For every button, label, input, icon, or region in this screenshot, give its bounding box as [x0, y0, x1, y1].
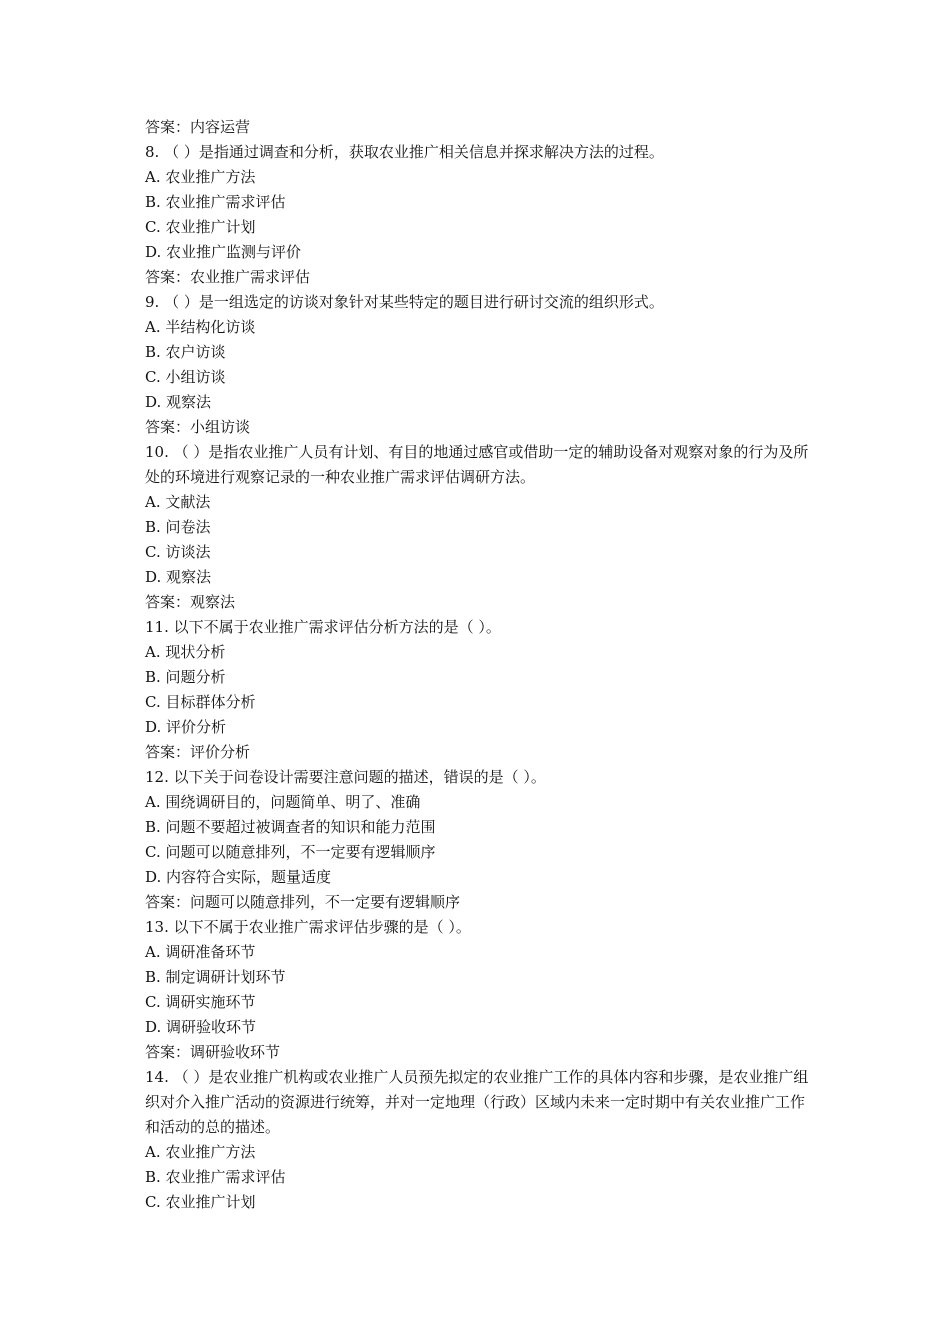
question-stem: 9. （ ）是一组选定的访谈对象针对某些特定的题目进行研讨交流的组织形式。	[145, 293, 664, 311]
question-11	[145, 615, 815, 765]
answer-line: 答案：问题可以随意排列，不一定要有逻辑顺序	[145, 893, 461, 911]
document-page	[145, 115, 815, 1215]
question-13	[145, 915, 815, 1065]
answer-line: 答案：调研验收环节	[145, 1043, 281, 1061]
option-b: B. 问卷法	[145, 518, 211, 536]
question-stem: 8. （ ）是指通过调查和分析，获取农业推广相关信息并探求解决方法的过程。	[145, 143, 664, 161]
option-c: C. 小组访谈	[145, 368, 226, 386]
option-c: C. 问题可以随意排列，不一定要有逻辑顺序	[145, 843, 436, 861]
option-b: B. 制定调研计划环节	[145, 968, 286, 986]
option-a: A. 围绕调研目的，问题简单、明了、准确	[145, 793, 421, 811]
answer-line: 答案：内容运营	[145, 118, 251, 136]
option-c: C. 调研实施环节	[145, 993, 256, 1011]
question-stem: 10. （ ）是指农业推广人员有计划、有目的地通过感官或借助一定的辅助设备对观察对象的行为及所处的环境进行观察记录的一种农业推广需求评估调研方法。	[145, 443, 809, 486]
question-stem: 13. 以下不属于农业推广需求评估步骤的是（ ）。	[145, 918, 471, 936]
option-b: B. 农业推广需求评估	[145, 193, 286, 211]
option-b: B. 问题不要超过被调查者的知识和能力范围	[145, 818, 436, 836]
option-a: A. 农业推广方法	[145, 1143, 256, 1161]
option-a: A. 现状分析	[145, 643, 226, 661]
option-d: D. 评价分析	[145, 718, 227, 736]
question-9	[145, 290, 815, 440]
question-14	[145, 1065, 815, 1215]
answer-line: 答案：农业推广需求评估	[145, 268, 311, 286]
option-d: D. 内容符合实际，题量适度	[145, 868, 332, 886]
option-b: B. 问题分析	[145, 668, 226, 686]
option-d: D. 观察法	[145, 393, 212, 411]
answer-line: 答案：观察法	[145, 593, 236, 611]
option-a: A. 农业推广方法	[145, 168, 256, 186]
option-c: C. 访谈法	[145, 543, 211, 561]
question-12	[145, 765, 815, 915]
question-stem: 12. 以下关于问卷设计需要注意问题的描述，错误的是（ ）。	[145, 768, 546, 786]
option-d: D. 观察法	[145, 568, 212, 586]
option-a: A. 半结构化访谈	[145, 318, 256, 336]
option-c: C. 目标群体分析	[145, 693, 256, 711]
option-d: D. 农业推广监测与评价	[145, 243, 302, 261]
option-d: D. 调研验收环节	[145, 1018, 257, 1036]
option-c: C. 农业推广计划	[145, 1193, 256, 1211]
answer-line: 答案：小组访谈	[145, 418, 251, 436]
option-c: C. 农业推广计划	[145, 218, 256, 236]
option-a: A. 调研准备环节	[145, 943, 256, 961]
question-stem: 11. 以下不属于农业推广需求评估分析方法的是（ ）。	[145, 618, 501, 636]
option-a: A. 文献法	[145, 493, 211, 511]
question-8	[145, 140, 815, 290]
question-stem: 14. （ ）是农业推广机构或农业推广人员预先拟定的农业推广工作的具体内容和步骤，是农业推广组织对介入推广活动的资源进行统筹，并对一定地理（行政）区域内未来一定时期中有关农业推广工作和活动的总的描述。	[145, 1068, 809, 1136]
question-10	[145, 440, 815, 615]
option-b: B. 农户访谈	[145, 343, 226, 361]
answer-line: 答案：评价分析	[145, 743, 251, 761]
option-b: B. 农业推广需求评估	[145, 1168, 286, 1186]
